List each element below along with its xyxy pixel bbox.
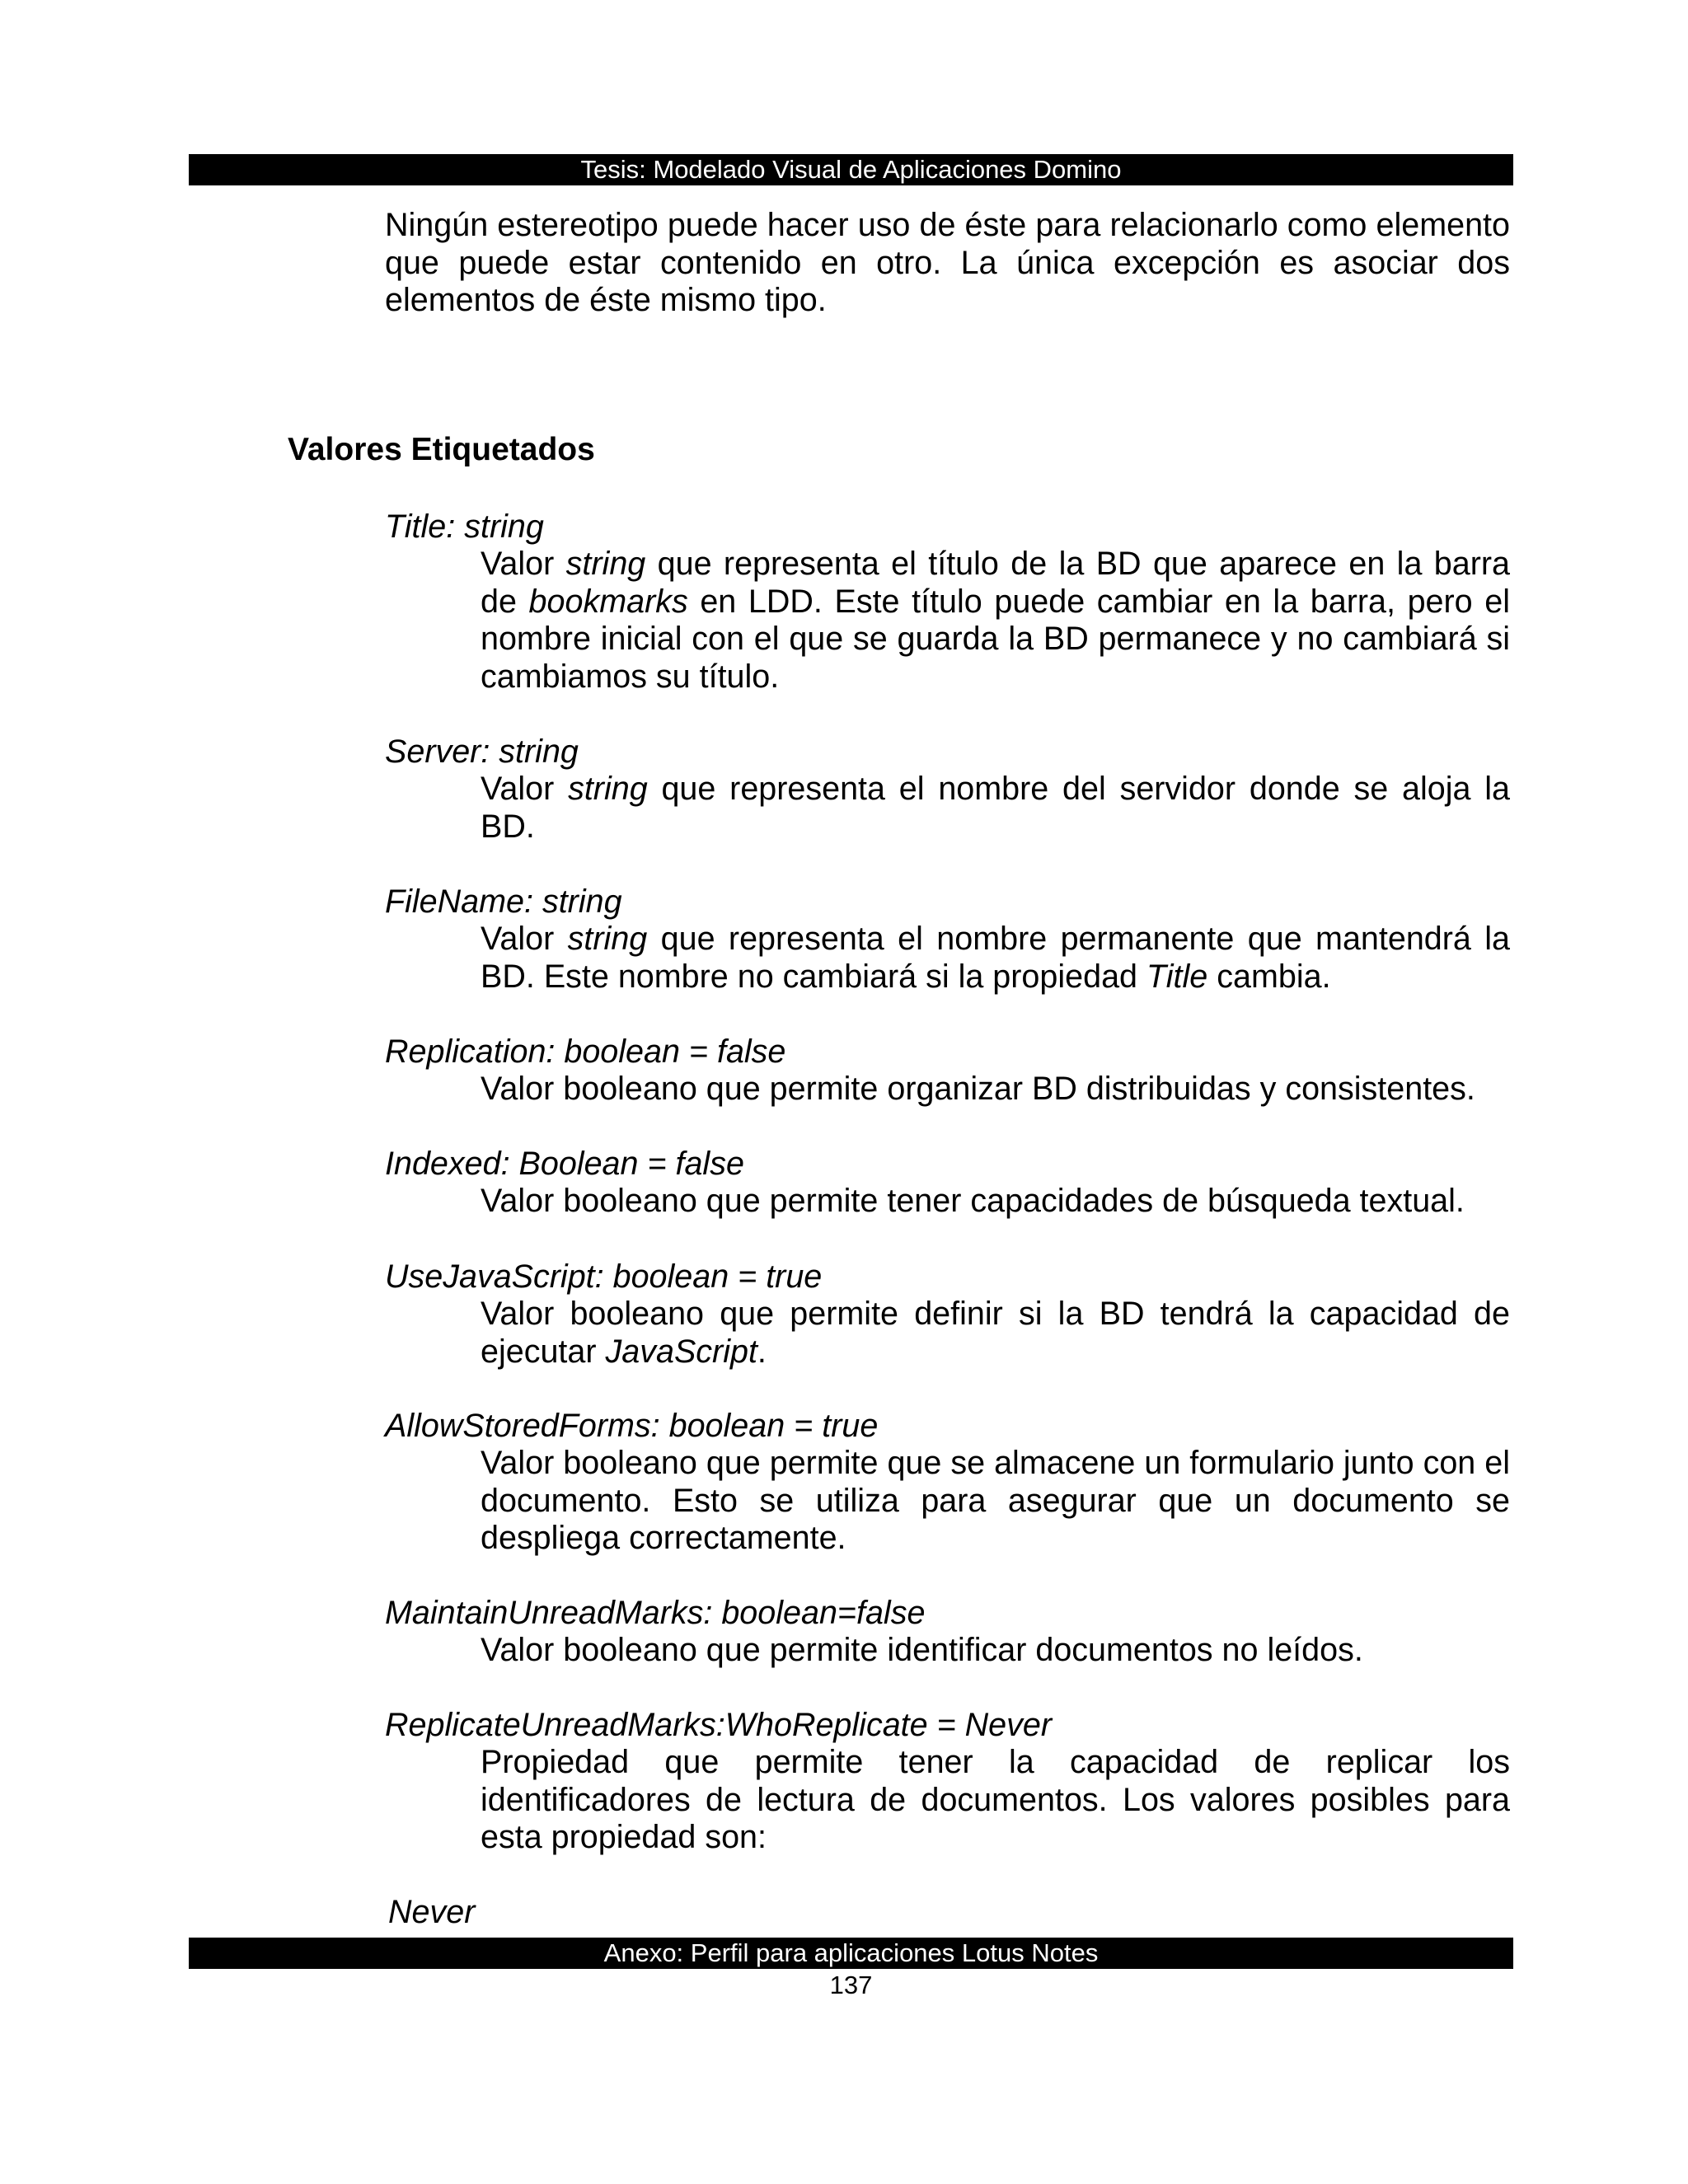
term-server: Server: string — [385, 733, 579, 770]
term-allowstoredforms: AllowStoredForms: boolean = true — [385, 1408, 879, 1444]
section-heading: Valores Etiquetados — [288, 432, 595, 467]
term-replicateunreadmarks: ReplicateUnreadMarks:WhoReplicate = Never — [385, 1707, 1052, 1743]
term-replication: Replication: boolean = false — [385, 1033, 786, 1070]
term-filename: FileName: string — [385, 883, 622, 920]
term-usejavascript: UseJavaScript: boolean = true — [385, 1258, 823, 1295]
desc-indexed: Valor booleano que permite tener capacidades de búsqueda textual. — [481, 1183, 1465, 1219]
desc-maintainunreadmarks: Valor booleano que permite identificar documentos no leídos. — [481, 1632, 1363, 1668]
intro-paragraph: Ningún estereotipo puede hacer uso de éste para relacionarlo como elemento que puede estar contenido en otro. La única excepción es asociar dos elementos de éste mismo tipo. — [385, 207, 1510, 318]
term-never: Never — [388, 1894, 476, 1930]
page-header: Tesis: Modelado Visual de Aplicaciones Domino — [189, 154, 1513, 185]
desc-usejavascript: Valor booleano que permite definir si la BD tendrá la capacidad de ejecutar JavaScript. — [481, 1296, 1510, 1370]
desc-replicateunreadmarks: Propiedad que permite tener la capacidad de replicar los identificadores de lectura de documentos. Los valores posibles para esta propiedad son: — [481, 1744, 1510, 1855]
term-maintainunreadmarks: MaintainUnreadMarks: boolean=false — [385, 1595, 926, 1631]
term-title: Title: string — [385, 509, 544, 545]
page-number: 137 — [829, 1971, 873, 1999]
desc-title: Valor string que representa el título de la BD que aparece en la barra de bookmarks en LDD. Este título puede cambiar en la barra, pero el nombre inicial con el que se guarda la BD permanece y no cambiará si cambiamos su título. — [481, 546, 1511, 695]
desc-allowstoredforms: Valor booleano que permite que se almacene un formulario junto con el documento. Esto se utiliza para asegurar que un documento se despliega correctamente. — [481, 1445, 1510, 1556]
term-indexed: Indexed: Boolean = false — [385, 1146, 744, 1182]
desc-server: Valor string que representa el nombre del servidor donde se aloja la BD. — [481, 771, 1510, 845]
desc-replication: Valor booleano que permite organizar BD distribuidas y consistentes. — [481, 1071, 1475, 1107]
desc-filename: Valor string que representa el nombre permanente que mantendrá la BD. Este nombre no cambiará si la propiedad Title cambia. — [481, 921, 1510, 995]
page-footer: Anexo: Perfil para aplicaciones Lotus Notes — [189, 1938, 1513, 1969]
